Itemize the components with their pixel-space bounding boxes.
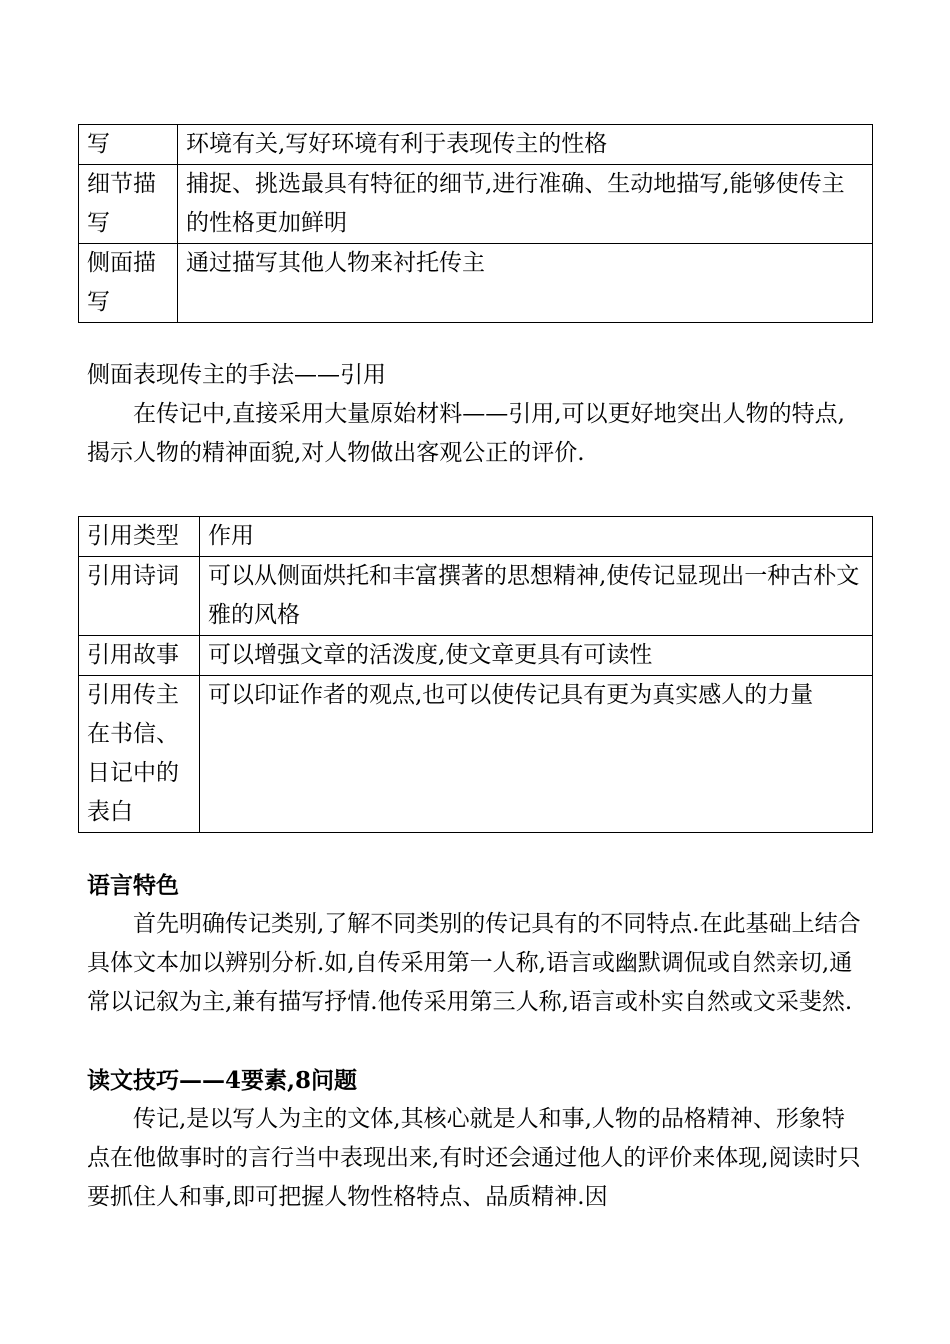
table-row bbox=[79, 125, 873, 165]
table-row bbox=[79, 244, 873, 323]
header-cell-effect: 作用 bbox=[200, 517, 873, 557]
method-text-cell: 捕捉、挑选最具有特征的细节,进行准确、生动地描写,能够使传主的性格更加鲜明 bbox=[178, 165, 873, 244]
citation-effect-cell: 可以从侧面烘托和丰富撰著的思想精神,使传记显现出一种古朴文雅的风格 bbox=[200, 557, 873, 636]
table-header-row bbox=[79, 517, 873, 557]
language-paragraph: 首先明确传记类别,了解不同类别的传记具有的不同特点.在此基础上结合具体文本加以辨别分析.如,自传采用第一人称,语言或幽默调侃或自然亲切,通常以记叙为主,兼有描写抒情.他传采用第三人称,语言或朴实自然或文采斐然. bbox=[87, 911, 861, 1015]
table-row bbox=[79, 676, 873, 833]
language-heading: 语言特色 bbox=[87, 872, 179, 899]
citation-type-cell: 引用诗词 bbox=[79, 557, 200, 636]
method-label-cell: 侧面描写 bbox=[79, 244, 178, 323]
table-row bbox=[79, 165, 873, 244]
citation-effect-cell: 可以增强文章的活泼度,使文章更具有可读性 bbox=[200, 636, 873, 676]
side-heading: 侧面表现传主的手法——引用 bbox=[87, 362, 386, 388]
table-row bbox=[79, 636, 873, 676]
method-label-cell: 细节描写 bbox=[79, 165, 178, 244]
citation-effect-cell: 可以印证作者的观点,也可以使传记具有更为真实感人的力量 bbox=[200, 676, 873, 833]
citation-paragraph: 在传记中,直接采用大量原始材料——引用,可以更好地突出人物的特点,揭示人物的精神面貌,对人物做出客观公正的评价. bbox=[87, 401, 845, 466]
method-text-cell: 通过描写其他人物来衬托传主 bbox=[178, 244, 873, 323]
header-cell-type: 引用类型 bbox=[79, 517, 200, 557]
table-row bbox=[79, 557, 873, 636]
method-text-cell: 环境有关,写好环境有利于表现传主的性格 bbox=[178, 125, 873, 165]
reading-paragraph: 传记,是以写人为主的文体,其核心就是人和事,人物的品格精神、形象特点在他做事时的言行当中表现出来,有时还会通过他人的评价来体现,阅读时只要抓住人和事,即可把握人物性格特点、品质精神.因 bbox=[87, 1106, 861, 1210]
citation-type-cell: 引用故事 bbox=[79, 636, 200, 676]
citation-types-table bbox=[78, 516, 873, 833]
description-methods-table bbox=[78, 124, 873, 323]
reading-heading: 读文技巧——4要素,8问题 bbox=[87, 1067, 358, 1094]
citation-type-cell: 引用传主在书信、日记中的表白 bbox=[79, 676, 200, 833]
method-label-cell: 写 bbox=[79, 125, 178, 165]
